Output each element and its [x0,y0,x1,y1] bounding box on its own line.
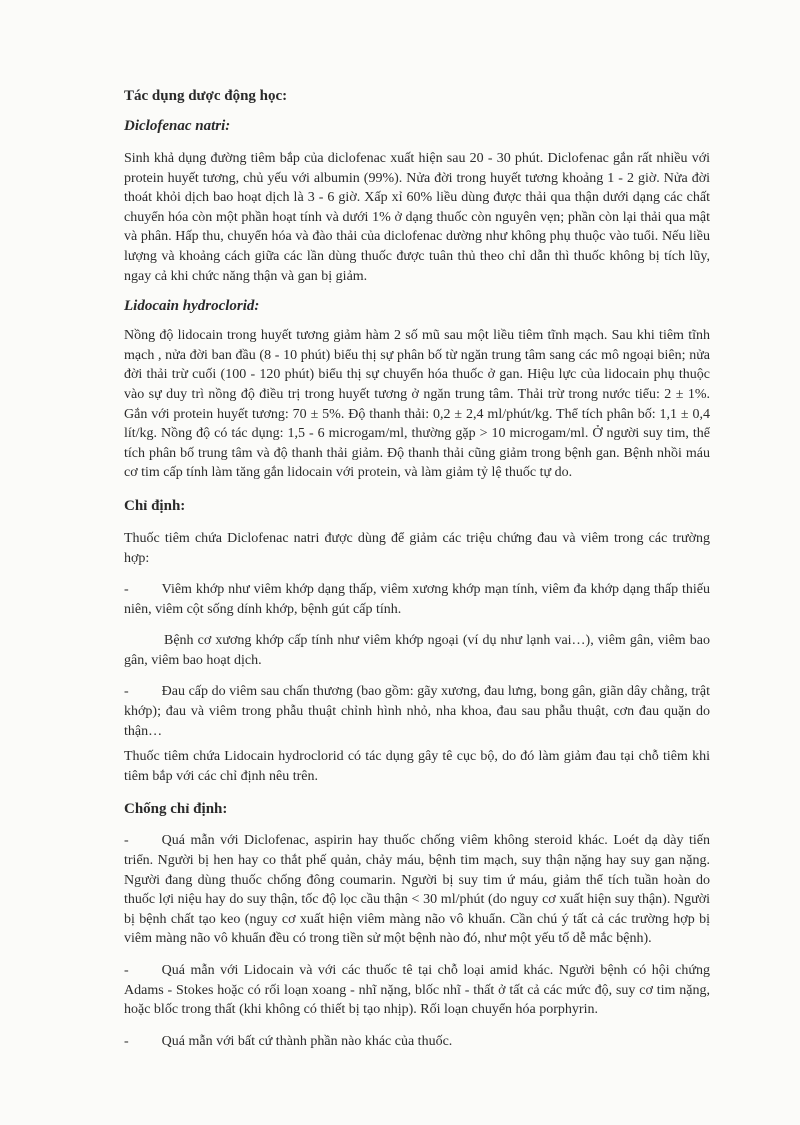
contraindication-item [124,1032,710,1052]
indication-item-text: Viêm khớp như viêm khớp dạng thấp, viêm xương khớp mạn tính, viêm đa khớp dạng thấp thiếu niên, viêm cột sống dính khớp, bệnh gút cấp tính. [124,582,710,617]
indications-heading: Chỉ định: [124,497,186,514]
indication-item [124,682,710,741]
list-dash: - [124,833,129,849]
lidocain-subheading: Lidocain hydroclorid: [124,298,260,315]
document-page [124,86,710,1051]
contraindication-item-text: Quá mẫn với Lidocain và với các thuốc tê tại chỗ loại amid khác. Người bệnh có hội chứng Adams - Stokes hoặc có rối loạn xoang - nhĩ nặng, blốc nhĩ - thất ở tất cả các mức độ, suy cơ tim nặng, hoặc blốc trong thất (khi không có thiết bị tạo nhịp). Rối loạn chuyển hóa porphyrin. [124,963,710,1018]
contraindication-item-text: Quá mẫn với Diclofenac, aspirin hay thuốc chống viêm không steroid khác. Loét dạ dày tiến triển. Người bị hen hay co thắt phế quản, chảy máu, bệnh tim mạch, suy thận nặng hay suy gan nặng. Người đang dùng thuốc chống đông coumarin. Người bị suy tim ứ máu, giảm thể tích tuần hoàn do thuốc lợi niệu hay do suy thận, tốc độ lọc cầu thận < 30 ml/phút (do nguy cơ xuất hiện suy thận). Người bị bệnh chất tạo keo (nguy cơ xuất hiện viêm màng não vô khuẩn. Cần chú ý tất cả các trường hợp bị viêm màng não vô khuẩn đều có trong tiền sử một bệnh nào đó, như một yếu tố dễ mắc bệnh). [124,833,710,947]
contraindication-item [124,831,710,949]
contraindication-item-text: Quá mẫn với bất cứ thành phần nào khác của thuốc. [161,1033,453,1049]
list-dash: - [124,684,129,700]
lidocain-paragraph: Nồng độ lidocain trong huyết tương giảm hàm 2 số mũ sau một liều tiêm tĩnh mạch. Sau khi tiêm tĩnh mạch , nửa đời ban đầu (8 - 10 phút) biểu thị sự phân bố từ ngăn trung tâm sang các mô ngoại biên; nửa đời thải trừ cuối (100 - 120 phút) biểu thị sự chuyển hóa thuốc ở gan. Hiệu lực của lidocain phụ thuộc vào sự duy trì nồng độ điều trị trong huyết tương ở ngăn trung tâm. Thải trừ trong nước tiểu: 2 ± 1%. Gắn với protein huyết tương: 70 ± 5%. Độ thanh thải: 0,2 ± 2,4 ml/phút/kg. Thể tích phân bố: 1,1 ± 0,4 lít/kg. Nồng độ có tác dụng: 1,5 - 6 microgam/ml, thường gặp > 10 microgam/ml. Ở người suy tim, thể tích phân bố trung tâm và độ thanh thải giảm. Độ thanh thải cũng giảm trong bệnh gan. Bệnh nhồi máu cơ tim cấp tính làm tăng gắn lidocain với protein, và làm giảm tỷ lệ thuốc tự do. [124,328,710,481]
indication-item [124,631,710,670]
pharmacokinetics-heading: Tác dụng dược động học: [124,88,288,104]
contraindications-heading: Chống chỉ định: [124,801,228,818]
list-dash: - [124,582,129,598]
contraindication-item [124,961,710,1020]
lidocain-indication-note: Thuốc tiêm chứa Lidocain hydroclorid có tác dụng gây tê cục bộ, do đó làm giảm đau tại chỗ tiêm khi tiêm bắp với các chỉ định nêu trên. [124,749,710,784]
list-dash: - [124,1033,129,1049]
indications-intro: Thuốc tiêm chứa Diclofenac natri được dùng để giảm các triệu chứng đau và viêm trong các trường hợp: [124,530,710,566]
diclofenac-subheading: Diclofenac natri: [124,118,231,134]
diclofenac-paragraph: Sinh khả dụng đường tiêm bắp của diclofenac xuất hiện sau 20 - 30 phút. Diclofenac gắn rất nhiều với protein huyết tương, chủ yếu với albumin (99%). Nửa đời trong huyết tương khoảng 1 - 2 giờ. Nửa đời thoát khỏi dịch bao hoạt dịch là 3 - 6 giờ. Xấp xỉ 60% liều dùng được thải qua thận dưới dạng các chất chuyển hóa còn một phần hoạt tính và dưới 1% ở dạng thuốc còn nguyên vẹn; phần còn lại thải qua mật và phân. Hấp thu, chuyển hóa và đào thải của diclofenac dường như không phụ thuộc vào tuổi. Nếu liều lượng và khoảng cách giữa các lần dùng thuốc được tuân thủ theo chỉ dẫn thì thuốc không bị tích lũy, ngay cả khi chức năng thận và gan bị giảm. [124,151,710,284]
list-dash: - [124,963,129,978]
indication-item-text: Bệnh cơ xương khớp cấp tính như viêm khớp ngoại (ví dụ như lạnh vai…), viêm gân, viêm bao gân, viêm bao hoạt dịch. [124,633,710,668]
indication-item [124,580,710,619]
indication-item-text: Đau cấp do viêm sau chấn thương (bao gồm: gãy xương, đau lưng, bong gân, giãn dây chằng, trật khớp); đau và viêm trong phẫu thuật chỉnh hình nhỏ, nha khoa, đau sau phẫu thuật, cơn đau quặn do thận… [124,684,710,739]
